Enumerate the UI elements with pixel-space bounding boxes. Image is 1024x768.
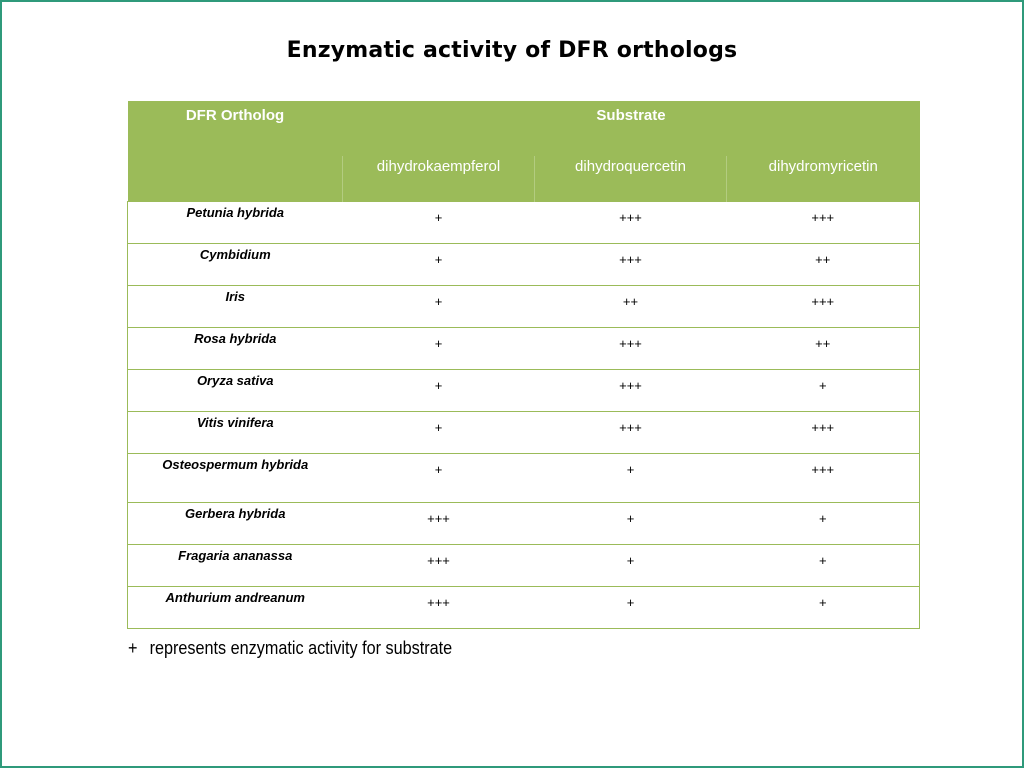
activity-cell: + [535, 545, 727, 587]
activity-cell: +++ [727, 202, 920, 244]
substrate-header-row [128, 156, 920, 202]
activity-cell: + [343, 454, 535, 503]
activity-cell: + [535, 503, 727, 545]
footnote-symbol: + [128, 638, 138, 658]
table-row [128, 244, 920, 286]
ortholog-name-cell: Anthurium andreanum [128, 587, 343, 629]
ortholog-name-cell: Osteospermum hybrida [128, 454, 343, 503]
activity-cell: +++ [535, 370, 727, 412]
activity-cell: +++ [727, 454, 920, 503]
activity-cell: +++ [535, 202, 727, 244]
table-row [128, 328, 920, 370]
activity-cell: ++ [727, 244, 920, 286]
activity-cell: +++ [535, 244, 727, 286]
empty-header-cell [128, 156, 343, 202]
table-row [128, 503, 920, 545]
activity-cell: +++ [343, 587, 535, 629]
activity-cell: + [343, 244, 535, 286]
table-row [128, 370, 920, 412]
activity-cell: + [343, 202, 535, 244]
ortholog-name-cell: Rosa hybrida [128, 328, 343, 370]
activity-cell: ++ [535, 286, 727, 328]
activity-cell: +++ [343, 503, 535, 545]
activity-cell: + [727, 503, 920, 545]
activity-cell: + [727, 370, 920, 412]
activity-cell: +++ [343, 545, 535, 587]
activity-cell: ++ [727, 328, 920, 370]
substrate-header-dihydroquercetin: dihydroquercetin [535, 156, 727, 202]
ortholog-name-cell: Vitis vinifera [128, 412, 343, 454]
table-row [128, 587, 920, 629]
dfr-activity-table [127, 101, 920, 629]
table-row [128, 545, 920, 587]
ortholog-name-cell: Cymbidium [128, 244, 343, 286]
ortholog-column-header: DFR Ortholog [128, 101, 343, 156]
table-row [128, 412, 920, 454]
table-row [128, 202, 920, 244]
activity-cell: + [535, 454, 727, 503]
activity-cell: +++ [727, 286, 920, 328]
substrate-group-header: Substrate [343, 101, 920, 156]
ortholog-name-cell: Oryza sativa [128, 370, 343, 412]
ortholog-name-cell: Petunia hybrida [128, 202, 343, 244]
activity-cell: +++ [727, 412, 920, 454]
table-header-row [128, 101, 920, 156]
activity-cell: + [535, 587, 727, 629]
footnote [128, 638, 452, 659]
ortholog-name-cell: Fragaria ananassa [128, 545, 343, 587]
activity-cell: +++ [535, 412, 727, 454]
table-row [128, 454, 920, 503]
footnote-text: represents enzymatic activity for substrate [149, 638, 453, 658]
ortholog-name-cell: Gerbera hybrida [128, 503, 343, 545]
slide-title: Enzymatic activity of DFR orthologs [286, 38, 738, 63]
table-row [128, 286, 920, 328]
activity-cell: + [727, 545, 920, 587]
ortholog-name-cell: Iris [128, 286, 343, 328]
activity-cell: + [343, 286, 535, 328]
substrate-header-dihydromyricetin: dihydromyricetin [727, 156, 920, 202]
activity-cell: + [343, 328, 535, 370]
substrate-header-dihydrokaempferol: dihydrokaempferol [343, 156, 535, 202]
activity-cell: + [727, 587, 920, 629]
activity-cell: + [343, 412, 535, 454]
activity-cell: +++ [535, 328, 727, 370]
activity-cell: + [343, 370, 535, 412]
